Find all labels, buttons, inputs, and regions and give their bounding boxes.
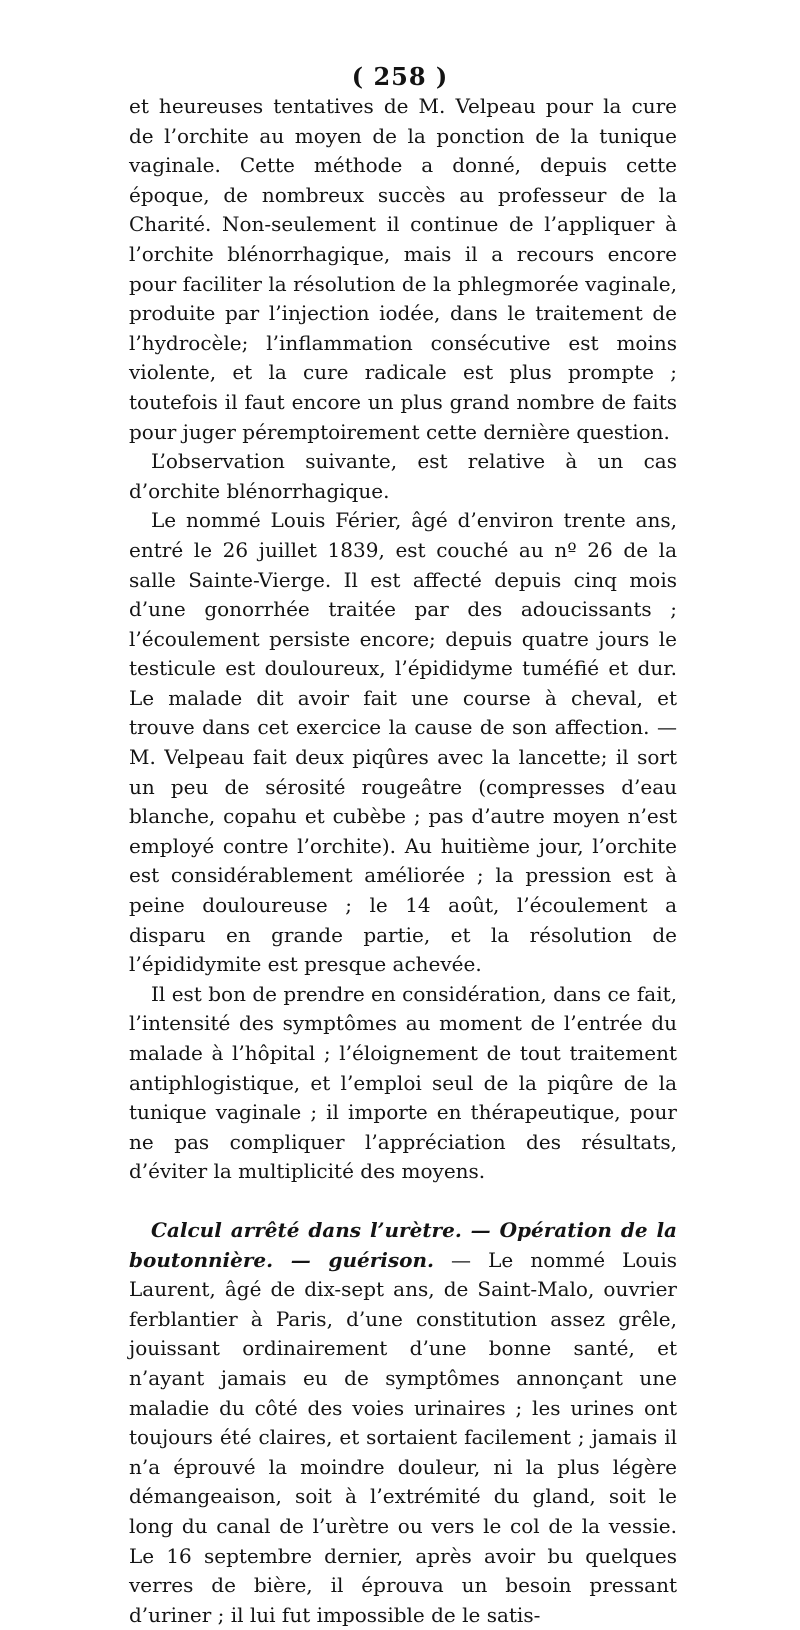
- paragraph-observation-intro: L’observation suivante, est relative à un cas d’orchite blénorrhagique.: [129, 449, 677, 503]
- body-text: [129, 92, 677, 1630]
- section-spacer: [129, 1187, 677, 1216]
- page-number: ( 258 ): [351, 62, 449, 91]
- case-body: — Le nommé Louis Laurent, âgé de dix-sept ans, de Saint-Malo, ouvrier ferblantier à Paris, d’une constitution assez grêle, jouissant ordinairement d’une bonne santé, et n’ayant jamais eu de symptômes annonçant une maladie du côté des voies urinaires ; les urines ont toujours été claires, et sortaient facilement ; jamais il n’a éprouvé la moindre douleur, ni la plus légère démangeaison, soit à l’extrémité du gland, soit le long du canal de l’urètre ou vers le col de la vessie. Le 16 septembre dernier, après avoir bu quelques verres de bière, il éprouva un besoin pressant d’uriner ; il lui fut impossible de le satis-: [129, 1247, 677, 1627]
- paragraph-consideration: Il est bon de prendre en considération, dans ce fait, l’intensité des symptômes au moment de l’entrée du malade à l’hôpital ; l’éloignement de tout traitement antiphlogistique, et l’emploi seul de la piqûre de la tunique vaginale ; il importe en thérapeutique, pour ne pas compliquer l’appréciation des résultats, d’éviter la multiplicité des moyens.: [129, 981, 677, 1184]
- paragraph-case-laurent: [129, 1216, 677, 1630]
- paragraph-case-ferier: Le nommé Louis Férier, âgé d’environ trente ans, entré le 26 juillet 1839, est couché au nº 26 de la salle Sainte-Vierge. Il est affecté depuis cinq mois d’une gonorrhée traitée par des adoucissants ; l’écoulement persiste encore; depuis quatre jours le testicule est douloureux, l’épididyme tuméfié et dur. Le malade dit avoir fait une course à cheval, et trouve dans cet exercice la cause de son affection. — M. Velpeau fait deux piqûres avec la lancette; il sort un peu de sérosité rougeâtre (compresses d’eau blanche, copahu et cubèbe ; pas d’autre moyen n’est employé contre l’orchite). Au huitième jour, l’orchite est considérablement améliorée ; la pression est à peine douloureuse ; le 14 août, l’écoulement a disparu en grande partie, et la résolution de l’épididymite est presque achevée.: [129, 508, 677, 977]
- paragraph-velpeau-method: et heureuses tentatives de M. Velpeau pour la cure de l’orchite au moyen de la ponction de la tunique vaginale. Cette méthode a donné, depuis cette époque, de nombreux succès au professeur de la Charité. Non-seulement il continue de l’appliquer à l’orchite blénorrhagique, mais il a recours encore pour faciliter la résolution de la phlegmorée vaginale, produite par l’injection iodée, dans le traitement de l’hydrocèle; l’inflammation consécutive est moins violente, et la cure radicale est plus prompte ; toutefois il faut encore un plus grand nombre de faits pour juger péremptoirement cette dernière question.: [129, 94, 677, 444]
- case-heading: Calcul arrêté dans l’urètre. — Opération de la boutonnière. — guérison.: [129, 1217, 677, 1272]
